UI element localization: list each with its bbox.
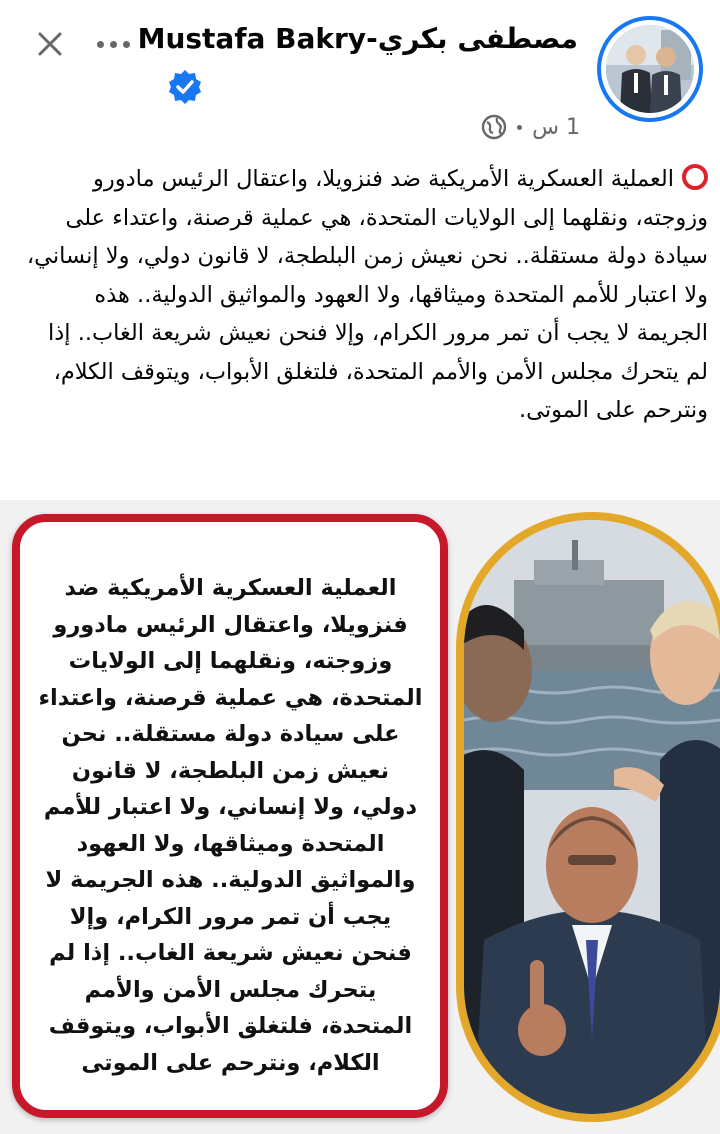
close-icon xyxy=(37,31,63,57)
author-name[interactable]: Mustafa Bakry-مصطفى بكري xyxy=(137,22,578,55)
avatar-photo xyxy=(606,25,694,113)
verified-badge-icon xyxy=(166,68,204,106)
post-meta xyxy=(481,112,580,142)
quote-card xyxy=(12,514,448,1118)
post-text: العملية العسكرية الأمريكية ضد فنزويلا، واعتقال الرئيس مادورو وزوجته، ونقلهما إلى الولايات المتحدة، هي عملية قرصنة، واعتداء على سيادة دولة مستقلة.. نحن نعيش زمن البلطجة، لا قانون دولي، ولا إنساني، ولا اعتبار للأمم المتحدة وميثاقها، ولا العهود والمواثيق الدولية.. هذه الجريمة لا يجب أن تمر مرور الكرام، وإلا فنحن نعيش شريعة الغاب.. إذا لم يتحرك مجلس الأمن والأمم المتحدة، فلتغلق الأبواب، ويتوقف الكلام، ونترحم على الموتى. xyxy=(26,166,708,423)
post-time[interactable]: 1 س xyxy=(532,114,580,140)
globe-icon[interactable] xyxy=(481,114,507,140)
author-avatar[interactable] xyxy=(597,16,703,122)
post-image[interactable] xyxy=(0,500,720,1134)
separator-dot xyxy=(517,125,522,130)
close-button[interactable] xyxy=(30,24,70,64)
quote-text: العملية العسكرية الأمريكية ضد فنزويلا، واعتقال الرئيس مادورو وزوجته، ونقلهما إلى الولايات المتحدة، هي عملية قرصنة، واعتداء على سيادة دولة مستقلة.. نحن نعيش زمن البلطجة، لا قانون دولي، ولا إنساني، ولا اعتبار للأمم المتحدة وميثاقها، ولا العهود والمواثيق الدولية.. هذه الجريمة لا يجب أن تمر مرور الكرام، وإلا فنحن نعيش شريعة الغاب.. إذا لم يتحرك مجلس الأمن والأمم المتحدة، فلتغلق الأبواب، ويتوقف الكلام، ونترحم على الموتى xyxy=(38,575,423,1076)
more-options-icon xyxy=(97,41,104,48)
post-body xyxy=(22,160,708,430)
post-header xyxy=(0,0,720,150)
collage-illustration xyxy=(464,520,720,1114)
photo-collage xyxy=(456,512,720,1122)
red-circle-icon xyxy=(682,164,708,190)
more-options-button[interactable] xyxy=(88,24,138,64)
